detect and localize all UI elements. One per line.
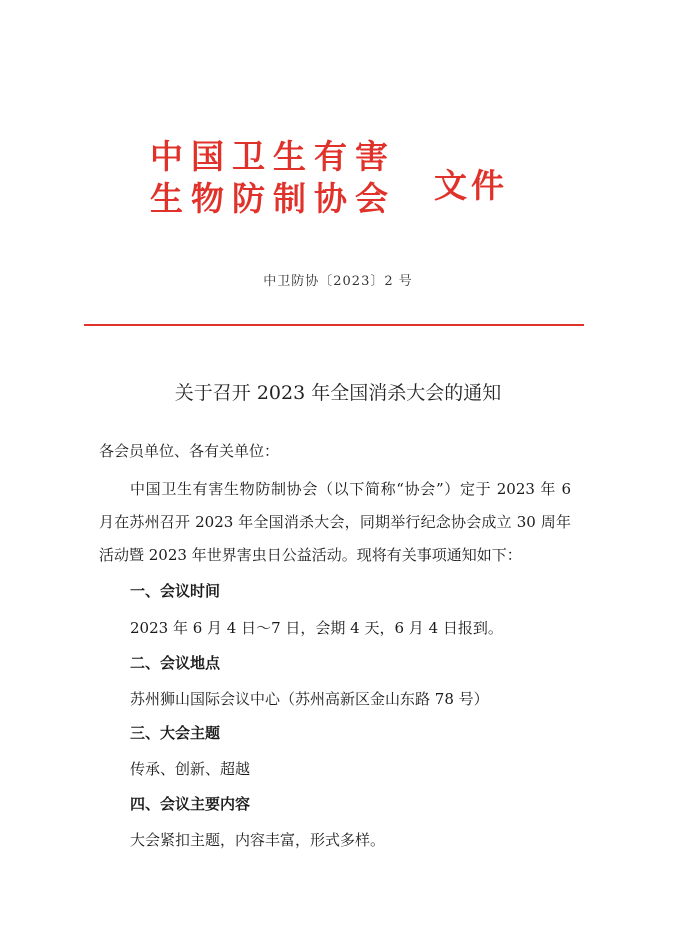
section-4-content: 大会紧扣主题，内容丰富，形式多样。 [130, 831, 386, 849]
document-number: 中卫防协〔2023〕2 号 [263, 274, 413, 289]
red-divider-line [84, 324, 584, 326]
section-2-heading: 二、会议地点 [130, 654, 221, 672]
document-type-label: 文件 [434, 166, 508, 205]
section-3-content: 传承、创新、超越 [130, 760, 251, 778]
issuer-name [150, 136, 396, 220]
salutation: 各会员单位、各有关单位： [99, 442, 280, 460]
document-title: 关于召开 2023 年全国消杀大会的通知 [174, 382, 502, 404]
section-2-content: 苏州狮山国际会议中心（苏州高新区金山东路 78 号） [130, 690, 489, 708]
section-1-content: 2023 年 6 月 4 日～7 日，会期 4 天，6 月 4 日报到。 [130, 619, 503, 637]
section-4-heading: 四、会议主要内容 [130, 795, 251, 813]
section-3-heading: 三、大会主题 [130, 724, 221, 742]
issuer-name-line-1: 中国卫生有害 [150, 137, 396, 176]
issuer-name-line-2: 生物防制协会 [150, 179, 396, 218]
section-1-heading: 一、会议时间 [130, 582, 221, 600]
intro-paragraph: 中国卫生有害生物防制协会（以下简称“协会”）定于 2023 年 6 月在苏州召开 2023 年全国消杀大会，同期举行纪念协会成立 30 周年活动暨 2023 年世界害虫日公益活动。现将有关事项通知如下： [99, 480, 571, 564]
